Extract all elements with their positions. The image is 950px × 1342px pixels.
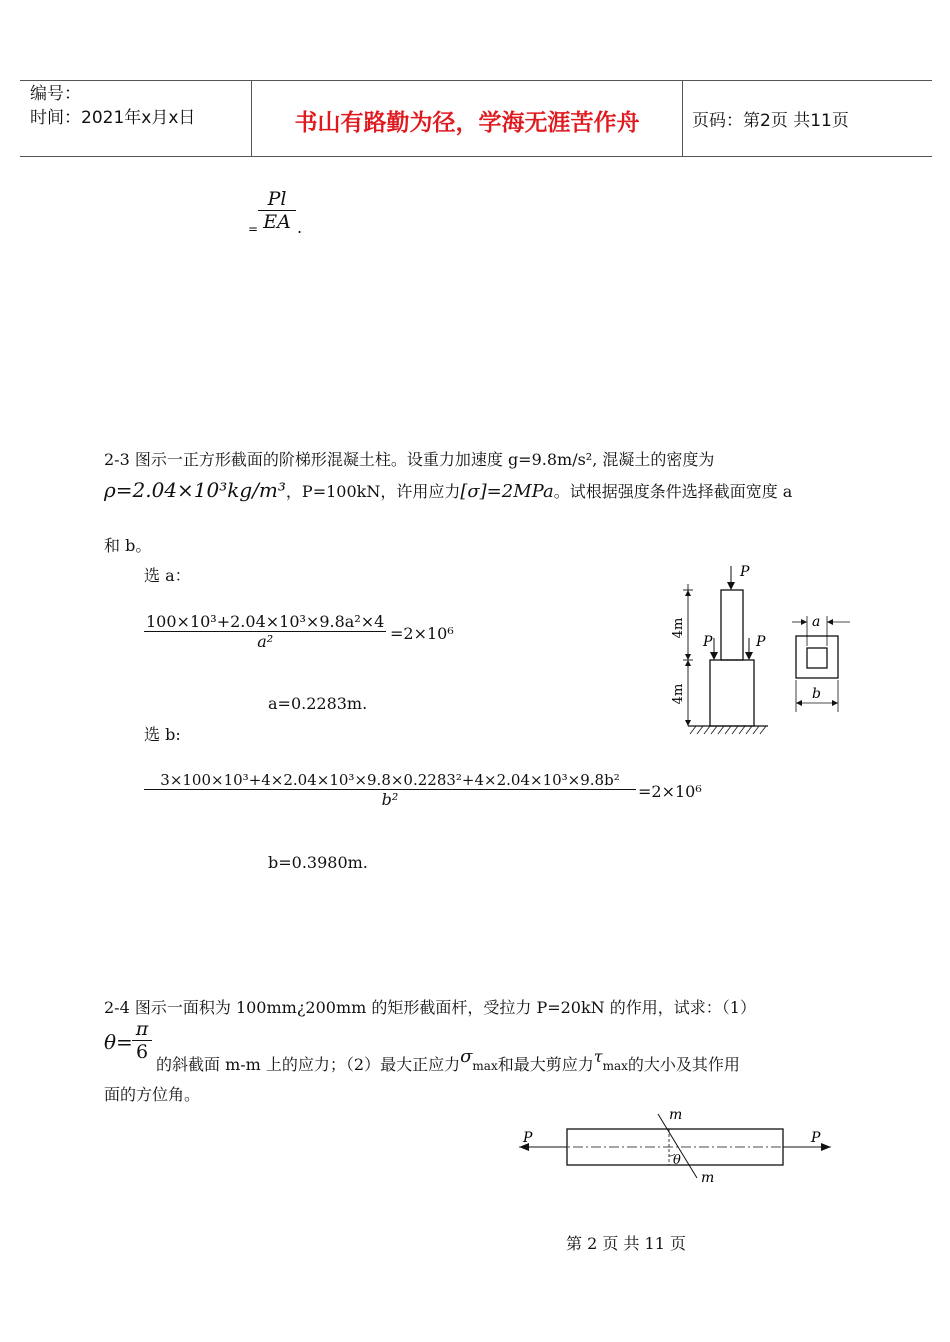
- equation-a-rhs: =2×10⁶: [390, 624, 454, 643]
- arrowhead: [745, 652, 753, 660]
- theta-numerator: π: [135, 1018, 149, 1040]
- problem-2-3-line3: 和 b。: [104, 536, 152, 555]
- line2-part-c: 的大小及其作用: [627, 1055, 740, 1074]
- dimension-top-4m: 4m: [671, 617, 686, 639]
- sigma-allowable: [σ]=2MPa: [460, 481, 554, 502]
- equation-b-numerator: 3×100×10³+4×2.04×10³×9.8×0.2283²+4×2.04×10³×9.8b²: [160, 771, 620, 789]
- equation-b-rhs: =2×10⁶: [638, 782, 702, 801]
- tau-max-subscript: max: [602, 1059, 628, 1073]
- header-info: [30, 82, 195, 130]
- dimension-b-label: b: [812, 686, 821, 702]
- angle-label: θ: [673, 1153, 681, 1168]
- section-label-bottom: m: [701, 1170, 715, 1186]
- formula-period: .: [297, 218, 303, 237]
- equation-a-denominator: a²: [257, 632, 274, 651]
- theta-fraction: [132, 1018, 152, 1063]
- section-label-top: m: [669, 1107, 683, 1123]
- load-label-right: P: [811, 1130, 821, 1146]
- load-label-right: P: [756, 634, 766, 650]
- formula-pl-ea: [258, 188, 296, 233]
- equation-b-fraction: [144, 771, 636, 809]
- formula-denominator: EA: [263, 211, 291, 233]
- header-divider-2: [682, 80, 683, 157]
- problem-2-3-line2: [104, 478, 792, 502]
- tau-symbol: τ: [593, 1047, 603, 1066]
- header-motto: 书山有路勤为径，学海无涯苦作舟: [294, 110, 640, 136]
- line2-part-a: 的斜截面 m-m 上的应力；（2）最大正应力: [156, 1055, 461, 1074]
- formula-numerator: Pl: [267, 188, 287, 210]
- number-label: 编号：: [30, 84, 81, 104]
- header-divider-1: [251, 80, 252, 157]
- problem-2-4-line1: 2-4 图示一面积为 100mm¿200mm 的矩形截面杆，受拉力 P=20kN 的作用，试求：（1）: [104, 998, 756, 1017]
- sigma-symbol: σ: [460, 1046, 473, 1067]
- formula-equals: =: [248, 222, 259, 236]
- dimension-bottom-4m: 4m: [671, 683, 686, 705]
- theta-lhs: θ=: [104, 1030, 133, 1054]
- line2-tail: 。试根据强度条件选择截面宽度 a: [553, 482, 793, 501]
- equation-a-numerator: 100×10³+2.04×10³×9.8a²×4: [146, 612, 385, 631]
- footer-page-number: 第 2 页 共 11 页: [566, 1234, 686, 1253]
- theta-denominator: 6: [135, 1041, 149, 1063]
- problem-2-3-line1: 2-3 图示一正方形截面的阶梯形混凝土柱。设重力加速度 g=9.8m/s², 混凝土的密度为: [104, 450, 715, 469]
- load-label-top: P: [740, 564, 750, 580]
- sigma-max-subscript: max: [472, 1059, 498, 1073]
- time-label: 时间：2021年x月x日: [30, 108, 196, 128]
- arrowhead: [710, 652, 718, 660]
- stepped-column-figure: [660, 560, 870, 750]
- inclined-section-line: [658, 1114, 697, 1178]
- problem-2-4-line2: [156, 1046, 740, 1075]
- problem-2-4-line3: 面的方位角。: [104, 1085, 201, 1104]
- arrowhead: [727, 582, 735, 590]
- equation-b-denominator: b²: [381, 790, 399, 809]
- tension-bar-figure: [515, 1100, 845, 1190]
- ground-hatch: [690, 726, 766, 734]
- line2-part-b: 和最大剪应力: [497, 1055, 594, 1074]
- load-label-left: P: [703, 634, 713, 650]
- header-bottom-rule: [20, 156, 932, 157]
- upper-column: [721, 590, 743, 660]
- header-page-label: 页码：第2页 共11页: [692, 111, 849, 131]
- result-b: b=0.3980m.: [268, 853, 368, 872]
- rho-expression: ρ=2.04×10³kg/m³: [104, 478, 286, 502]
- p-value-text: ，P=100kN，许用应力: [285, 482, 461, 501]
- load-label-left: P: [523, 1130, 533, 1146]
- result-a: a=0.2283m.: [268, 694, 368, 713]
- select-b-label: 选 b:: [144, 725, 181, 744]
- cross-section-inner: [807, 648, 827, 668]
- lower-column: [710, 660, 754, 726]
- dimension-a-label: a: [812, 614, 821, 630]
- select-a-label: 选 a：: [144, 566, 191, 585]
- equation-a-fraction: [144, 612, 386, 651]
- cross-section-outer: [796, 636, 838, 678]
- header-top-rule: [20, 80, 932, 81]
